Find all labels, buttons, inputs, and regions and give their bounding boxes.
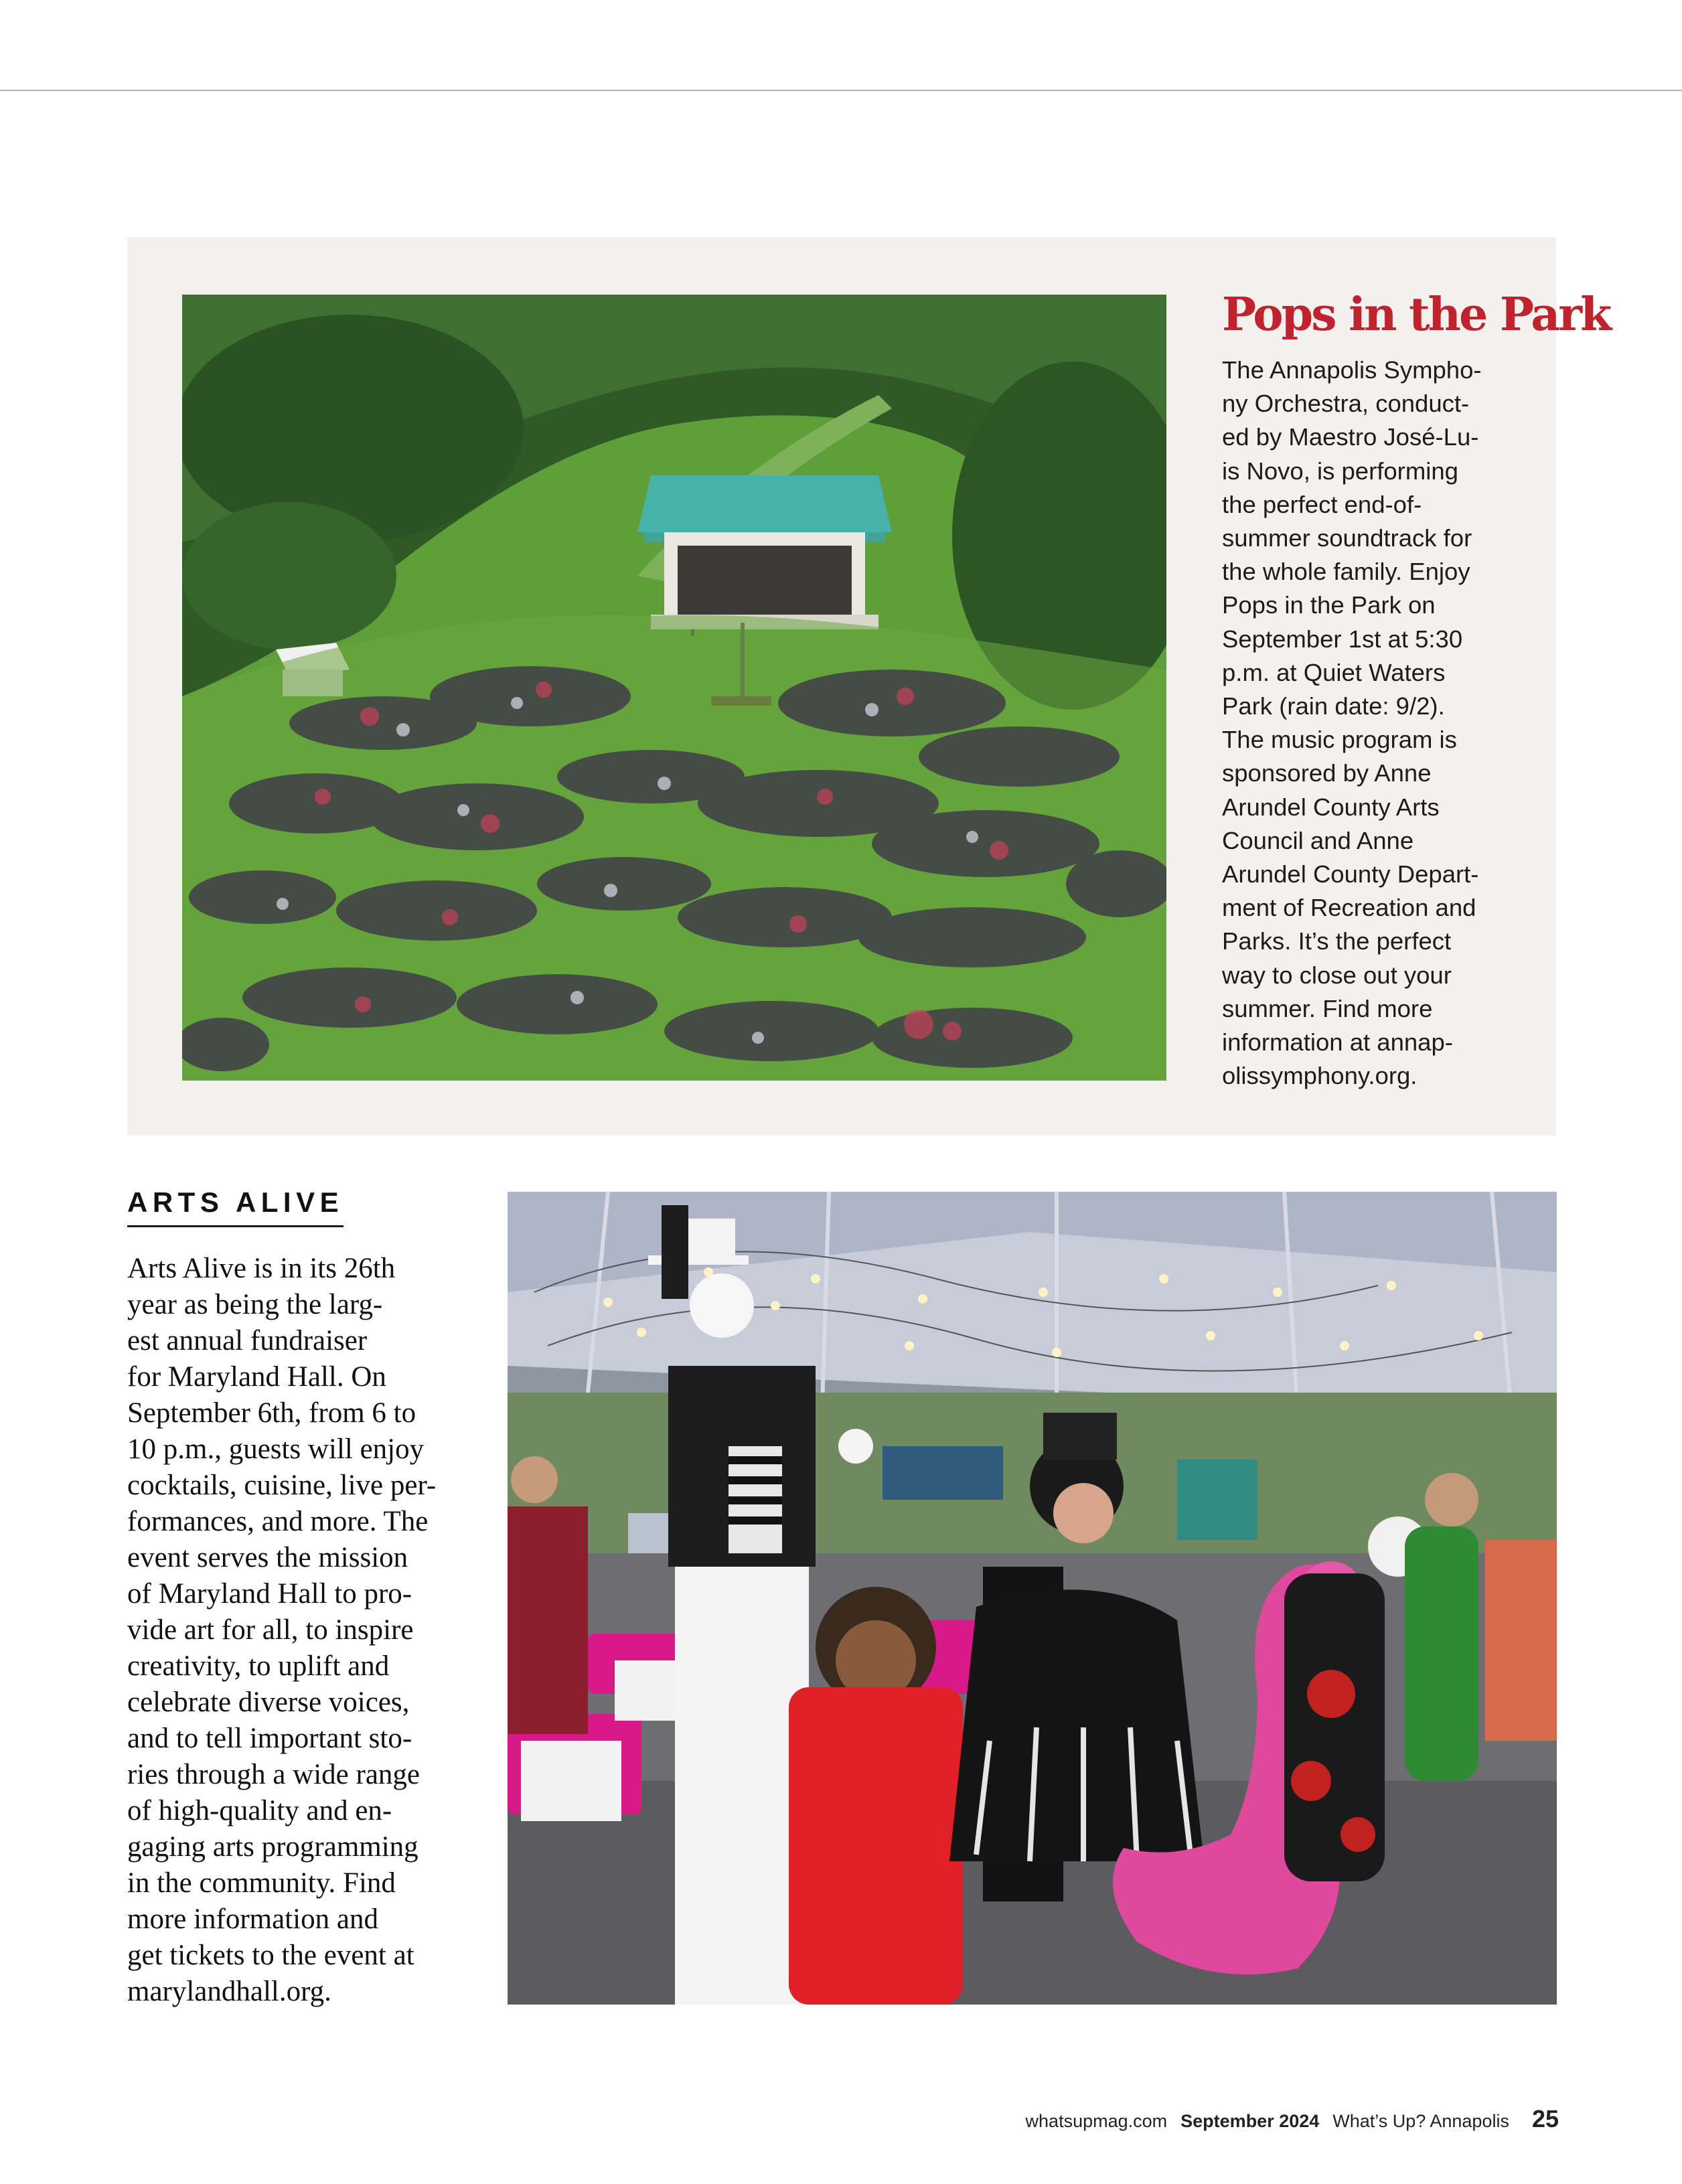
arts-body-line: 10 p.m., guests will enjoy [127, 1433, 425, 1465]
arts-body-line: for Maryland Hall. On [127, 1361, 386, 1393]
arts-body-line: est annual fundraiser [127, 1325, 368, 1356]
pops-body-line: ed by Maestro José-Lu- [1222, 423, 1479, 451]
arts-body-line: of Maryland Hall to pro- [127, 1578, 412, 1610]
pops-body-line: Arundel County Depart- [1222, 860, 1479, 888]
pops-body-line: p.m. at Quiet Waters [1222, 658, 1446, 686]
arts-body-line: year as being the larg- [127, 1289, 383, 1320]
arts-body-line: event serves the mission [127, 1542, 408, 1573]
footer-issue: September 2024 [1180, 2111, 1320, 2131]
pops-body-line: is Novo, is performing [1222, 457, 1458, 485]
footer-publication: What’s Up? Annapolis [1332, 2111, 1509, 2131]
pops-body-line: ny Orchestra, conduct- [1222, 390, 1470, 418]
arts-body-line: Arts Alive is in its 26th [127, 1253, 396, 1284]
arts-body-line: vide art for all, to inspire [127, 1614, 414, 1646]
pops-body-line: September 1st at 5:30 [1222, 625, 1463, 653]
arts-body-line: celebrate diverse voices, [127, 1687, 410, 1718]
arts-body-line: September 6th, from 6 to [127, 1397, 416, 1429]
arts-body-line: get tickets to the event at [127, 1940, 414, 1971]
arts-body-line: ries through a wide range [127, 1759, 420, 1790]
pops-body-line: ment of Recreation and [1222, 894, 1476, 922]
arts-body-line: creativity, to uplift and [127, 1650, 390, 1682]
pops-body-line: the perfect end-of- [1222, 490, 1422, 518]
arts-body-line: more information and [127, 1903, 378, 1935]
pops-body-line: the whole family. Enjoy [1222, 558, 1470, 586]
page-number: 25 [1531, 2105, 1559, 2132]
top-rule [0, 90, 1682, 91]
pops-body-line: Parks. It’s the perfect [1222, 927, 1452, 955]
pops-body-line: Council and Anne [1222, 826, 1414, 854]
pops-body-line: summer soundtrack for [1222, 524, 1472, 552]
pops-body-line: Park (rain date: 9/2). [1222, 692, 1445, 720]
pops-title: Pops in the Park [1222, 288, 1610, 341]
arts-body-line: cocktails, cuisine, live per- [127, 1470, 437, 1501]
arts-body-line: formances, and more. The [127, 1506, 429, 1537]
pops-body-line: The music program is [1222, 726, 1457, 754]
pops-body [1222, 354, 1537, 1093]
arts-body-line: marylandhall.org. [127, 1976, 331, 2007]
pops-body-line: olissymphony.org. [1222, 1062, 1418, 1090]
arts-alive-body [127, 1251, 462, 2010]
pops-body-line: summer. Find more [1222, 994, 1433, 1022]
page-footer [1026, 2105, 1559, 2133]
footer-site: whatsupmag.com [1025, 2111, 1168, 2131]
arts-body-line: in the community. Find [127, 1867, 396, 1899]
pops-body-line: Arundel County Arts [1222, 793, 1440, 821]
pops-body-line: way to close out your [1222, 961, 1452, 989]
pops-body-line: sponsored by Anne [1222, 759, 1432, 787]
pops-body-line: information at annap- [1222, 1028, 1453, 1057]
arts-alive-photo [508, 1192, 1557, 2005]
pops-body-line: The Annapolis Sympho- [1222, 356, 1482, 384]
pops-body-line: Pops in the Park on [1222, 591, 1436, 619]
arts-alive-heading: ARTS ALIVE [127, 1186, 343, 1227]
arts-body-line: of high-quality and en- [127, 1795, 392, 1826]
arts-body-line: gaging arts programming [127, 1831, 418, 1863]
pops-photo [182, 295, 1166, 1081]
arts-body-line: and to tell important sto- [127, 1723, 412, 1754]
